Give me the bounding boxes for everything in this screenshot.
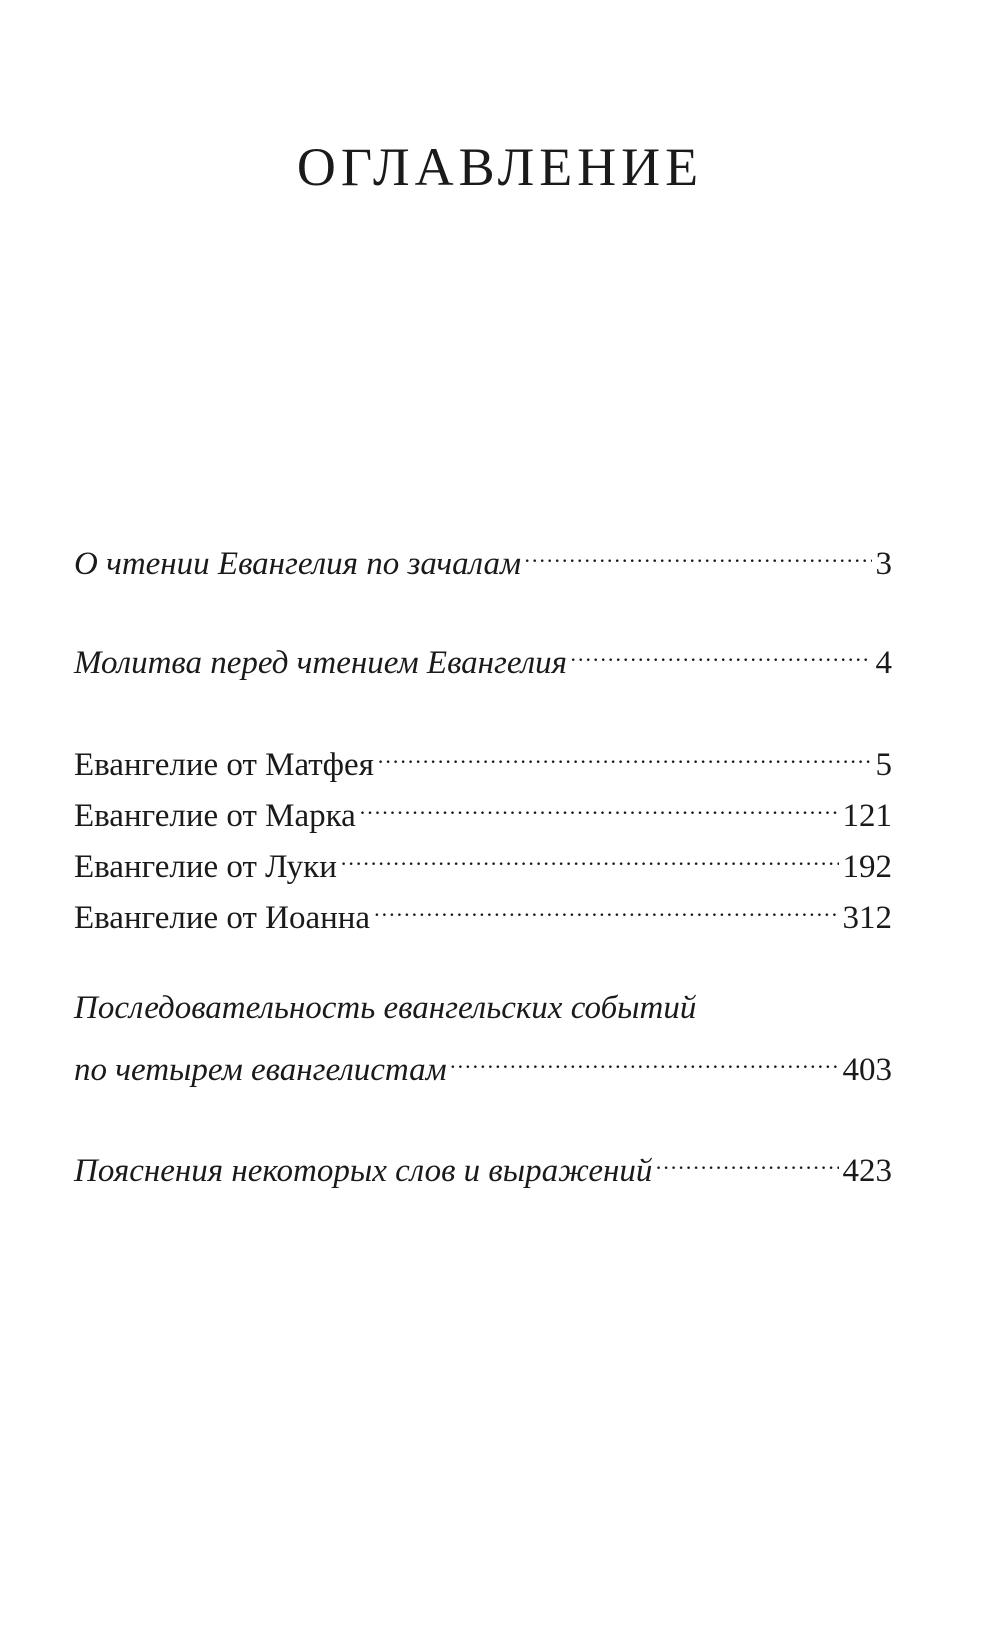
toc-entry-label: по четырем евангелистам [74, 1052, 447, 1088]
dot-leader [571, 633, 872, 673]
toc-entry-label: Евангелие от Иоанна [74, 900, 371, 936]
toc-entry-label: Пояснения некоторых слов и выражений [74, 1153, 653, 1189]
toc-entry[interactable] [74, 1141, 892, 1191]
dot-leader [525, 534, 871, 574]
toc-entry[interactable] [74, 786, 892, 836]
toc-entry-label: Евангелие от Матфея [74, 747, 374, 783]
dot-leader [378, 735, 872, 775]
toc-entry[interactable] [74, 1040, 892, 1090]
toc-entry-label: Евангелие от Марка [74, 798, 356, 834]
toc-entry-label: О чтении Евангелия по зачалам [74, 546, 522, 582]
dot-leader [341, 837, 839, 877]
toc-entry-page: 403 [842, 1052, 892, 1088]
toc-entry-label: Молитва перед чтением Евангелия [74, 645, 567, 681]
dot-leader [374, 888, 838, 928]
dot-leader [360, 786, 839, 826]
toc-entry[interactable] [74, 735, 892, 785]
toc-entry-page: 3 [875, 546, 892, 582]
toc-entry[interactable] [74, 534, 892, 584]
toc-entry-page: 5 [875, 747, 892, 783]
page-title: ОГЛАВЛЕНИЕ [296, 137, 704, 197]
toc-entry-page: 4 [875, 645, 892, 681]
toc-entry-label: Евангелие от Луки [74, 849, 337, 885]
toc-entry[interactable] [74, 888, 892, 938]
toc-entry-page: 192 [842, 849, 892, 885]
dot-leader [656, 1141, 838, 1181]
toc-entry-page: 121 [842, 798, 892, 834]
toc-entry[interactable] [74, 837, 892, 887]
toc-entry-page: 423 [842, 1153, 892, 1189]
toc-entry-label-line1: Последовательность евангельских событий [74, 990, 697, 1026]
toc-entry-page: 312 [842, 900, 892, 936]
toc-entry[interactable] [74, 633, 892, 683]
dot-leader [451, 1040, 839, 1080]
